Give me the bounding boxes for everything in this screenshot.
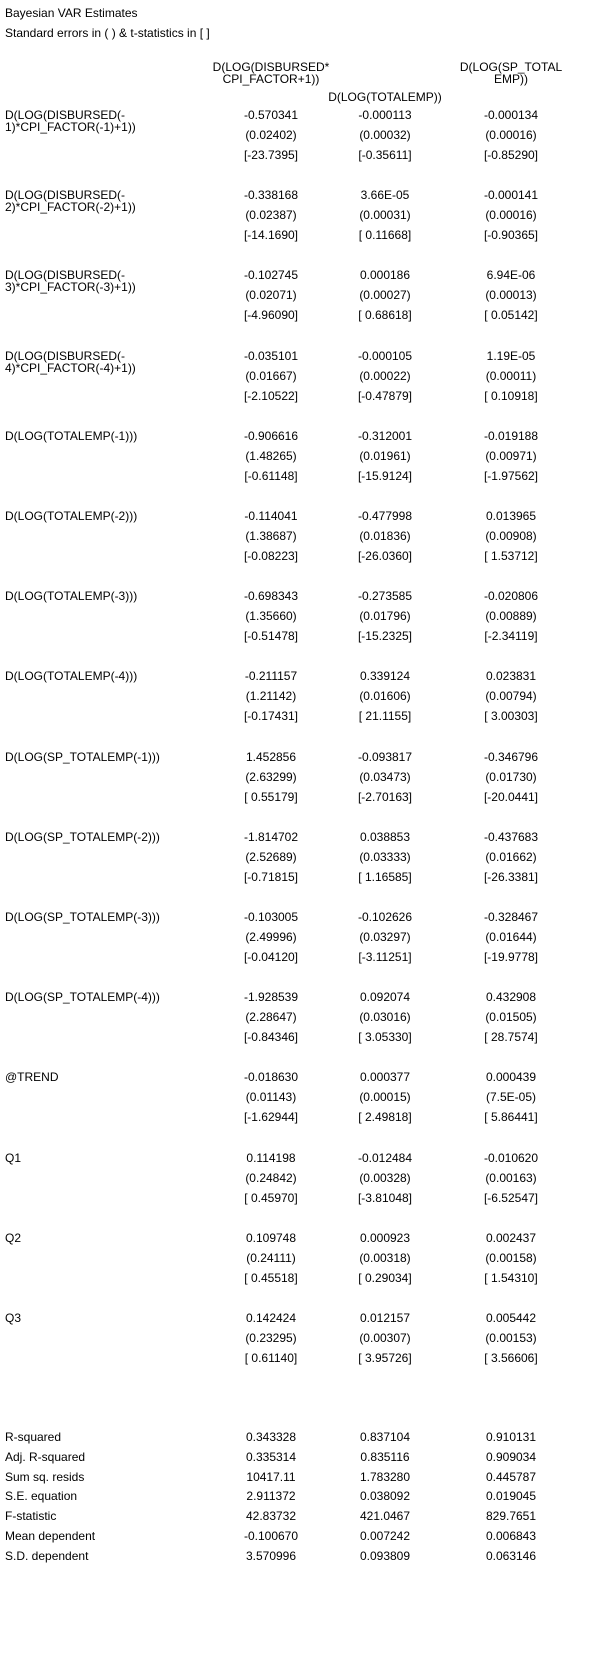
coefficient-value: -0.437683: [483, 830, 539, 844]
stat-label: Mean dependent: [5, 1529, 96, 1543]
regressor-label: D(LOG(TOTALEMP(-2))): [5, 509, 138, 523]
column-header-1: D(LOG(DISBURSED*: [212, 60, 330, 74]
t-statistic-value: [ 3.00303]: [484, 709, 538, 723]
regressor-label: Q1: [5, 1151, 22, 1165]
coefficient-value: -0.328467: [483, 910, 539, 924]
t-statistic-value: [-2.10522]: [243, 389, 299, 403]
t-statistic-value: [-14.1690]: [243, 228, 299, 242]
coefficient-value: 0.013965: [485, 509, 537, 523]
stat-label: R-squared: [5, 1430, 62, 1444]
t-statistic-value: [ 0.29034]: [358, 1271, 412, 1285]
regressor-label: @TREND: [5, 1070, 59, 1084]
t-statistic-value: [ 0.05142]: [484, 308, 538, 322]
coefficient-value: -0.312001: [357, 429, 413, 443]
regressor-label: D(LOG(TOTALEMP(-3))): [5, 589, 138, 603]
coefficient-value: -0.010620: [483, 1151, 539, 1165]
t-statistic-value: [-23.7395]: [243, 148, 299, 162]
stat-value: 0.909034: [485, 1450, 537, 1464]
stat-value: 0.445787: [485, 1470, 537, 1484]
standard-error-value: (0.01796): [359, 609, 411, 623]
stat-label: F-statistic: [5, 1509, 57, 1523]
standard-error-value: (0.01644): [485, 930, 537, 944]
t-statistic-value: [-3.11251]: [358, 950, 412, 964]
standard-error-value: (0.00889): [485, 609, 537, 623]
t-statistic-value: [-0.04120]: [243, 950, 299, 964]
t-statistic-value: [-6.52547]: [483, 1191, 539, 1205]
standard-error-value: (0.02387): [245, 208, 297, 222]
regressor-label: D(LOG(DISBURSED(-: [5, 188, 126, 202]
standard-error-value: (0.01606): [359, 689, 411, 703]
standard-error-value: (0.00318): [359, 1251, 411, 1265]
t-statistic-value: [ 1.53712]: [484, 549, 538, 563]
t-statistic-value: [ 21.1155]: [358, 709, 412, 723]
stat-value: 0.335314: [245, 1450, 297, 1464]
t-statistic-value: [-2.70163]: [357, 790, 413, 804]
standard-error-value: (0.01730): [485, 770, 537, 784]
t-statistic-value: [ 3.05330]: [358, 1030, 412, 1044]
standard-error-value: (0.00013): [485, 288, 537, 302]
coefficient-value: -0.012484: [357, 1151, 413, 1165]
standard-error-value: (1.21142): [245, 689, 297, 703]
standard-error-value: (0.00032): [359, 128, 411, 142]
coefficient-value: -0.000141: [483, 188, 539, 202]
t-statistic-value: [-0.47879]: [357, 389, 413, 403]
coefficient-value: -0.000105: [357, 349, 413, 363]
stat-value: 829.7651: [485, 1509, 537, 1523]
regressor-label: D(LOG(SP_TOTALEMP(-4))): [5, 990, 160, 1004]
stat-value: 42.83732: [245, 1509, 297, 1523]
t-statistic-value: [-26.3381]: [483, 870, 539, 884]
t-statistic-value: [-0.17431]: [243, 709, 299, 723]
coefficient-value: -0.018630: [243, 1070, 299, 1084]
column-header-1: CPI_FACTOR+1)): [222, 72, 320, 86]
standard-error-value: (0.03333): [359, 850, 411, 864]
t-statistic-value: [ 0.45970]: [244, 1191, 298, 1205]
standard-error-value: (0.00163): [485, 1171, 537, 1185]
t-statistic-value: [-1.97562]: [483, 469, 539, 483]
standard-error-value: (0.03297): [359, 930, 411, 944]
stat-value: 0.038092: [359, 1489, 411, 1503]
coefficient-value: -0.211157: [244, 669, 298, 683]
coefficient-value: 0.092074: [359, 990, 411, 1004]
standard-error-value: (0.00022): [359, 369, 411, 383]
standard-error-value: (0.00011): [485, 369, 537, 383]
column-header-3: D(LOG(SP_TOTAL: [459, 60, 563, 74]
stat-value: 0.007242: [359, 1529, 411, 1543]
stat-value: 0.063146: [485, 1549, 537, 1563]
t-statistic-value: [-2.34119]: [484, 629, 538, 643]
coefficient-value: 0.002437: [485, 1231, 537, 1245]
t-statistic-value: [ 3.95726]: [358, 1351, 412, 1365]
regressor-label: D(LOG(TOTALEMP(-1))): [5, 429, 138, 443]
stat-value: 0.006843: [485, 1529, 537, 1543]
standard-error-value: (0.03473): [359, 770, 411, 784]
standard-error-value: (0.02071): [245, 288, 297, 302]
regressor-label: D(LOG(TOTALEMP(-4))): [5, 669, 138, 683]
t-statistic-value: [-26.0360]: [357, 549, 413, 563]
coefficient-value: 0.000377: [359, 1070, 411, 1084]
stat-value: 421.0467: [359, 1509, 411, 1523]
t-statistic-value: [-1.62944]: [243, 1110, 299, 1124]
t-statistic-value: [-15.9124]: [357, 469, 413, 483]
coefficient-value: -0.114041: [244, 509, 298, 523]
t-statistic-value: [ 5.86441]: [484, 1110, 538, 1124]
standard-error-value: (1.38687): [245, 529, 297, 543]
column-header-2: D(LOG(TOTALEMP)): [328, 90, 442, 104]
regressor-label: D(LOG(DISBURSED(-: [5, 108, 126, 122]
coefficient-value: 6.94E-06: [486, 268, 536, 282]
coefficient-value: 0.339124: [359, 669, 411, 683]
coefficient-value: -0.698343: [243, 589, 299, 603]
standard-error-value: (0.03016): [359, 1010, 411, 1024]
t-statistic-value: [ 0.61140]: [244, 1351, 298, 1365]
coefficient-value: 0.142424: [245, 1311, 297, 1325]
standard-error-value: (0.24111): [246, 1251, 296, 1265]
t-statistic-value: [-3.81048]: [357, 1191, 413, 1205]
standard-error-value: (2.28647): [245, 1010, 297, 1024]
coefficient-value: -0.102626: [357, 910, 413, 924]
standard-error-value: (0.02402): [245, 128, 297, 142]
stat-label: Sum sq. resids: [5, 1470, 85, 1484]
regressor-label: D(LOG(SP_TOTALEMP(-1))): [5, 750, 160, 764]
t-statistic-value: [-0.35611]: [358, 148, 412, 162]
document-subtitle: Standard errors in ( ) & t-statistics in [ ]: [5, 26, 210, 40]
coefficient-value: 0.000439: [485, 1070, 537, 1084]
standard-error-value: (2.52689): [245, 850, 297, 864]
standard-error-value: (0.24842): [245, 1171, 297, 1185]
standard-error-value: (2.49996): [245, 930, 297, 944]
standard-error-value: (0.00027): [359, 288, 411, 302]
standard-error-value: (1.35660): [245, 609, 297, 623]
stat-value: -0.100670: [243, 1529, 299, 1543]
t-statistic-value: [-0.61148]: [244, 469, 298, 483]
coefficient-value: 0.038853: [359, 830, 411, 844]
coefficient-value: -0.570341: [243, 108, 299, 122]
t-statistic-value: [-15.2325]: [357, 629, 413, 643]
standard-error-value: (0.01667): [245, 369, 297, 383]
standard-error-value: (2.63299): [245, 770, 297, 784]
t-statistic-value: [-20.0441]: [483, 790, 539, 804]
coefficient-value: -0.103005: [243, 910, 299, 924]
document-title: Bayesian VAR Estimates: [5, 6, 138, 20]
standard-error-value: (0.00328): [359, 1171, 411, 1185]
t-statistic-value: [ 0.10918]: [484, 389, 538, 403]
coefficient-value: 3.66E-05: [360, 188, 410, 202]
stat-value: 0.837104: [359, 1430, 411, 1444]
coefficient-value: 1.452856: [245, 750, 297, 764]
t-statistic-value: [ 1.54310]: [484, 1271, 538, 1285]
coefficient-value: 0.012157: [359, 1311, 411, 1325]
stat-label: S.E. equation: [5, 1489, 78, 1503]
t-statistic-value: [-0.51478]: [243, 629, 299, 643]
t-statistic-value: [-4.96090]: [243, 308, 299, 322]
coefficient-value: -0.019188: [483, 429, 539, 443]
coefficient-value: -1.814702: [243, 830, 299, 844]
coefficient-value: 1.19E-05: [486, 349, 536, 363]
standard-error-value: (7.5E-05): [485, 1090, 537, 1104]
t-statistic-value: [-0.71815]: [243, 870, 299, 884]
standard-error-value: (0.00016): [485, 128, 537, 142]
coefficient-value: 0.114198: [246, 1151, 296, 1165]
coefficient-value: -0.000113: [358, 108, 412, 122]
coefficient-value: 0.000186: [359, 268, 411, 282]
standard-error-value: (0.01836): [359, 529, 411, 543]
regressor-label: D(LOG(DISBURSED(-: [5, 349, 126, 363]
stat-value: 0.835116: [360, 1450, 410, 1464]
t-statistic-value: [ 1.16585]: [358, 870, 412, 884]
standard-error-value: (0.00307): [359, 1331, 411, 1345]
coefficient-value: -0.906616: [243, 429, 299, 443]
standard-error-value: (0.00158): [485, 1251, 537, 1265]
coefficient-value: -0.000134: [483, 108, 539, 122]
stat-value: 0.019045: [485, 1489, 537, 1503]
coefficient-value: -0.020806: [483, 589, 539, 603]
coefficient-value: -0.035101: [243, 349, 299, 363]
coefficient-value: 0.000923: [359, 1231, 411, 1245]
t-statistic-value: [ 2.49818]: [358, 1110, 412, 1124]
standard-error-value: (0.23295): [245, 1331, 297, 1345]
t-statistic-value: [ 28.7574]: [484, 1030, 538, 1044]
stat-label: S.D. dependent: [5, 1549, 89, 1563]
standard-error-value: (0.00015): [359, 1090, 411, 1104]
standard-error-value: (0.01662): [485, 850, 537, 864]
coefficient-value: -0.093817: [357, 750, 413, 764]
stat-value: 1.783280: [359, 1470, 411, 1484]
regressor-label: 1)*CPI_FACTOR(-1)+1)): [5, 120, 136, 134]
t-statistic-value: [ 0.68618]: [358, 308, 412, 322]
coefficient-value: -0.102745: [243, 268, 299, 282]
coefficient-value: -1.928539: [243, 990, 299, 1004]
coefficient-value: 0.005442: [485, 1311, 537, 1325]
regressor-label: 4)*CPI_FACTOR(-4)+1)): [5, 361, 136, 375]
standard-error-value: (0.00031): [359, 208, 411, 222]
standard-error-value: (0.01961): [359, 449, 411, 463]
stat-value: 3.570996: [245, 1549, 297, 1563]
column-header-3: EMP)): [494, 72, 528, 86]
standard-error-value: (0.00908): [485, 529, 537, 543]
stat-value: 0.910131: [485, 1430, 537, 1444]
stat-value: 10417.11: [246, 1470, 296, 1484]
coefficient-value: 0.109748: [245, 1231, 297, 1245]
t-statistic-value: [-19.9778]: [483, 950, 539, 964]
regressor-label: 2)*CPI_FACTOR(-2)+1)): [5, 200, 136, 214]
coefficient-value: -0.273585: [357, 589, 413, 603]
stat-value: 0.093809: [359, 1549, 411, 1563]
coefficient-value: -0.346796: [483, 750, 539, 764]
t-statistic-value: [-0.85290]: [483, 148, 539, 162]
standard-error-value: (0.01505): [485, 1010, 537, 1024]
coefficient-value: 0.023831: [485, 669, 537, 683]
standard-error-value: (0.00794): [485, 689, 537, 703]
regressor-label: D(LOG(SP_TOTALEMP(-2))): [5, 830, 160, 844]
regressor-label: D(LOG(DISBURSED(-: [5, 268, 126, 282]
standard-error-value: (0.01143): [245, 1090, 297, 1104]
regressor-label: D(LOG(SP_TOTALEMP(-3))): [5, 910, 160, 924]
standard-error-value: (0.00153): [485, 1331, 537, 1345]
coefficient-value: -0.477998: [357, 509, 413, 523]
t-statistic-value: [ 0.45518]: [244, 1271, 298, 1285]
regressor-label: Q2: [5, 1231, 22, 1245]
coefficient-value: 0.432908: [485, 990, 537, 1004]
t-statistic-value: [-0.84346]: [243, 1030, 299, 1044]
regressor-label: 3)*CPI_FACTOR(-3)+1)): [5, 280, 136, 294]
stat-value: 0.343328: [245, 1430, 297, 1444]
standard-error-value: (1.48265): [245, 449, 297, 463]
t-statistic-value: [ 0.11668]: [358, 228, 412, 242]
t-statistic-value: [-0.08223]: [243, 549, 299, 563]
t-statistic-value: [-0.90365]: [483, 228, 539, 242]
standard-error-value: (0.00016): [485, 208, 537, 222]
stat-value: 2.911372: [246, 1489, 296, 1503]
stat-label: Adj. R-squared: [5, 1450, 86, 1464]
coefficient-value: -0.338168: [243, 188, 299, 202]
t-statistic-value: [ 0.55179]: [244, 790, 298, 804]
regressor-label: Q3: [5, 1311, 22, 1325]
standard-error-value: (0.00971): [485, 449, 537, 463]
t-statistic-value: [ 3.56606]: [484, 1351, 538, 1365]
